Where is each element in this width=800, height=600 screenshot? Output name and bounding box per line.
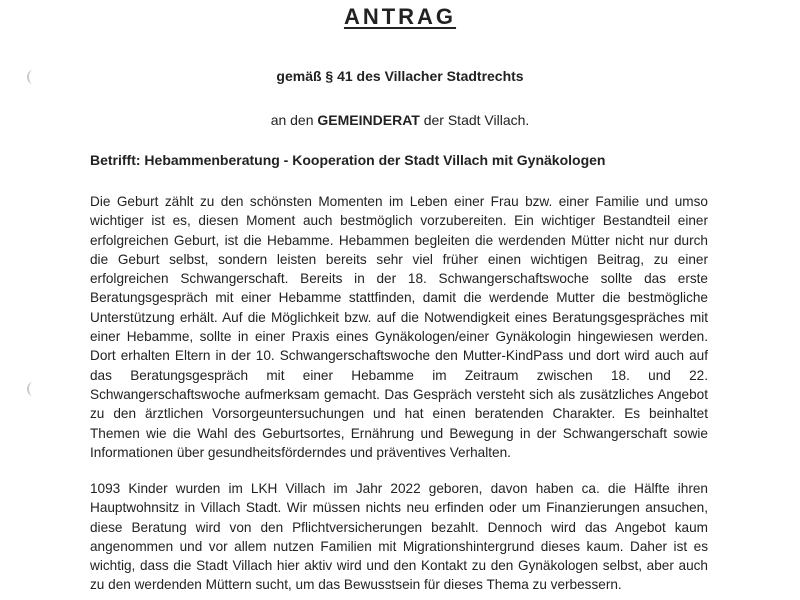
addressee-body: GEMEINDERAT: [317, 112, 420, 128]
legal-basis-line: gemäß § 41 des Villacher Stadtrechts: [276, 68, 524, 84]
addressee-line: [0, 112, 800, 128]
document-title: ANTRAG: [343, 4, 457, 29]
addressee-suffix: der Stadt Villach.: [419, 112, 530, 128]
addressee-prefix: an den: [270, 112, 318, 128]
body-paragraph: Die Geburt zählt zu den schönsten Momenten im Leben einer Frau bzw. einer Familie und umso wichtiger ist es, diesen Moment auch bestmöglich vorzubereiten. Ein wichtiger Bestandteil einer erfolgreichen Geburt, ist die Hebamme. Hebammen begleiten die werdenden Mütter nicht nur durch die Geburt selbst, sondern leisten bereits sehr viel früher einen wichtigen Beitrag, zu einer erfolgreichen Schwangerschaft. Bereits in der 18. Schwangerschaftswoche sollte das erste Beratungsgespräch mit einer Hebamme stattfinden, damit die werdende Mutter die bestmögliche Unterstützung erhält. Auf die Möglichkeit bzw. auf die Notwendigkeit eines Beratungsgespräches mit einer Hebamme, sollte in einer Praxis eines Gynäkologen/einer Gynäkologin hingewiesen werden. Dort erhalten Eltern in der 10. Schwangerschaftswoche den Mutter-KindPass und dort wird auch auf das Beratungsgespräch mit einer Hebamme im Zeitraum zwischen 18. und 22. Schwangerschaftswoche aufmerksam gemacht. Das Gespräch versteht sich als zusätzliches Angebot zu den ärztlichen Vorsorgeuntersuchungen und hat einen beratenden Charakter. Es beinhaltet Themen wie die Wahl des Geburtsortes, Ernährung und Bewegung in der Schwangerschaft sowie Informationen über gesundheitsförderndes und präventives Verhalten.: [90, 194, 708, 460]
body-paragraph: 1093 Kinder wurden im LKH Villach im Jahr 2022 geboren, davon haben ca. die Hälfte ihren Hauptwohnsitz in Villach Stadt. Wir müssen nichts neu erfinden oder um Finanzierungen ansuchen, diese Beratung wird von den Pflichtversicherungen bezahlt. Dennoch wird das Angebot kaum angenommen und vor allem nutzen Familien mit Migrationshintergrund dieses kaum. Daher ist es wichtig, dass die Stadt Villach hier aktiv wird und den Kontakt zu den Gynäkologen selbst, aber auch zu den werdenden Müttern sucht, um das Bewusstsein für dieses Thema zu verbessern.: [90, 481, 708, 593]
punch-hole-mark: [27, 382, 39, 396]
subject-line: Betrifft: Hebammenberatung - Kooperation der Stadt Villach mit Gynäkologen: [90, 152, 606, 168]
